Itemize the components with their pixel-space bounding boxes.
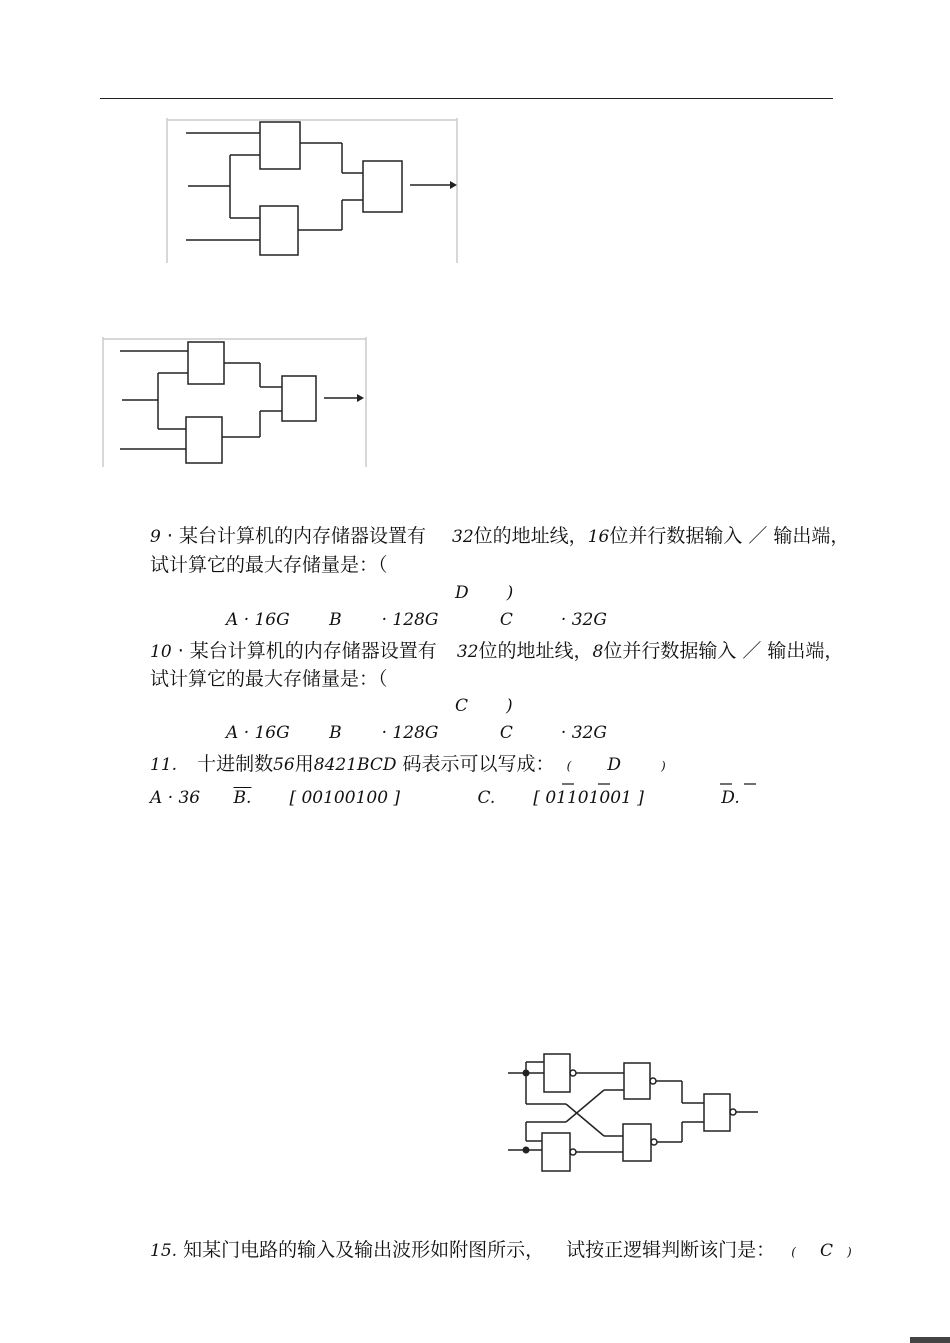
- gate-3: [363, 161, 402, 212]
- nand-gate-2: [542, 1133, 570, 1171]
- nand-gate-1: [544, 1054, 570, 1092]
- gate-1: [260, 122, 300, 169]
- question-11-answer: D: [607, 755, 621, 775]
- nand-gate-4: [623, 1124, 651, 1161]
- logic-diagram-2: [102, 337, 370, 467]
- nand-gate-3: [624, 1063, 650, 1099]
- question-9-answer: D ): [455, 583, 514, 603]
- option-c: C · 32G: [499, 723, 607, 743]
- option-a: A · 16G: [226, 723, 290, 743]
- option-a: A · 36: [150, 788, 201, 808]
- question-10-line-2: 试计算它的最大存储量是：（: [150, 668, 388, 690]
- arrow-icon: [357, 394, 364, 402]
- nand-gate-5: [704, 1094, 730, 1131]
- question-11-options: [150, 788, 740, 808]
- question-10-answer: C ): [455, 696, 513, 716]
- gate-2: [186, 417, 222, 463]
- option-c: C · 32G: [499, 610, 607, 630]
- gate-1: [188, 342, 224, 384]
- question-15-line: 15. 知某门电路的输入及输出波形如附图所示， 试按正逻辑判断该门是： ( C ): [150, 1239, 852, 1261]
- option-c: C. [ 01101001 ]: [477, 788, 644, 808]
- page-corner-mark: [910, 1337, 950, 1343]
- nand-gate-diagram: [506, 1046, 761, 1176]
- option-b: B · 128G: [329, 723, 439, 743]
- gate-2: [260, 206, 298, 255]
- junction-dot: [523, 1070, 530, 1077]
- overline-marks: [560, 780, 760, 790]
- option-b: B · 128G: [329, 610, 439, 630]
- question-9-number: 9: [150, 527, 161, 547]
- question-10-line-1: 10 · 某台计算机的内存储器设置有 32位的地址线，8位并行数据输入 ／ 输出端，: [150, 640, 844, 662]
- gate-3: [282, 376, 316, 421]
- question-9-line-2: 试计算它的最大存储量是：（: [150, 554, 388, 576]
- option-a: A · 16G: [226, 610, 290, 630]
- option-d: D.: [721, 788, 740, 808]
- question-10-options: [226, 723, 607, 743]
- header-rule: [100, 98, 833, 99]
- arrow-icon: [450, 181, 457, 189]
- question-15-answer: C: [819, 1241, 833, 1261]
- option-b: B. [ 00100100 ]: [233, 788, 401, 808]
- question-10-number: 10: [150, 642, 172, 662]
- question-11-line: 11. 十进制数56用8421BCD 码表示可以写成： ( D ): [150, 753, 666, 775]
- question-11-number: 11.: [150, 755, 178, 775]
- question-9-options: [226, 610, 607, 630]
- logic-diagram-1: [166, 118, 461, 263]
- question-9-line-1: 9 · 某台计算机的内存储器设置有 32位的地址线，16位并行数据输入 ／ 输出端，: [150, 525, 850, 547]
- junction-dot: [523, 1147, 530, 1154]
- question-15-number: 15.: [150, 1241, 178, 1261]
